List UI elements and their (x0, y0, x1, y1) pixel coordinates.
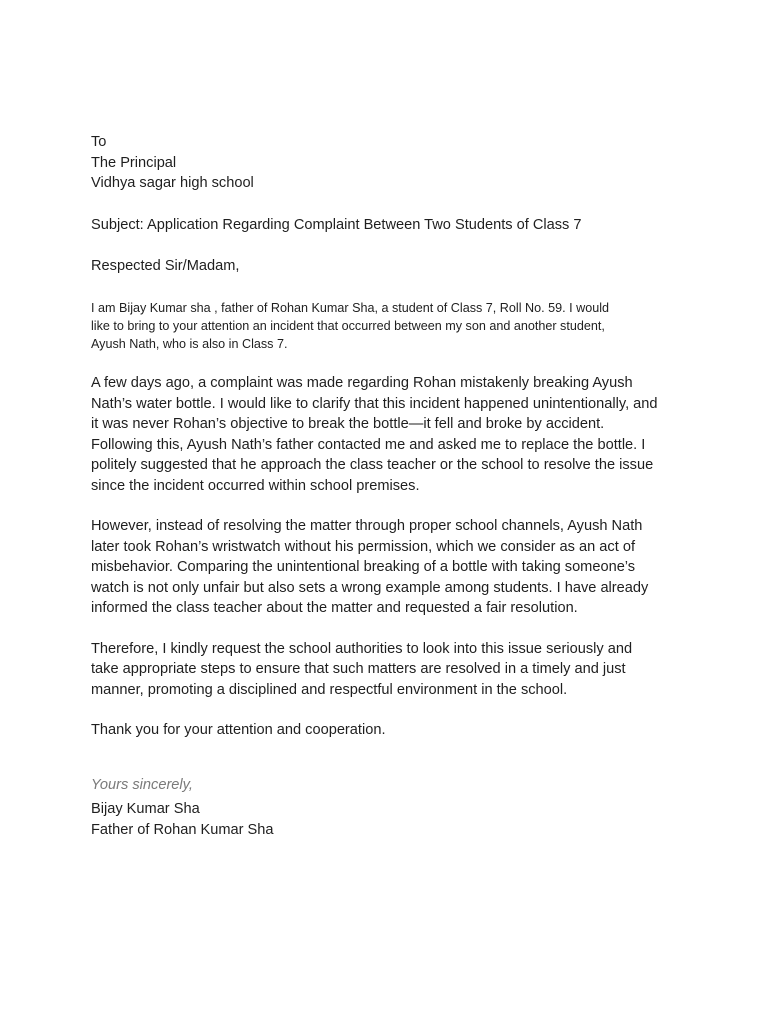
paragraph-line: misbehavior. Comparing the unintentional breaking of a bottle with taking someone’s (91, 559, 636, 576)
recipient-to: To (91, 134, 107, 150)
subject-line: Subject: Application Regarding Complaint Between Two Students of Class 7 (91, 216, 582, 233)
paragraph-line: A few days ago, a complaint was made regarding Rohan mistakenly breaking Ayush (91, 375, 633, 392)
body-paragraph-1 (91, 373, 691, 496)
intro-line: like to bring to your attention an incident that occurred between my son and another student, (91, 318, 605, 333)
intro-line: I am Bijay Kumar sha , father of Rohan Kumar Sha, a student of Class 7, Roll No. 59. I would (91, 300, 609, 315)
closing-line: Yours sincerely, (91, 776, 193, 793)
intro-line: Ayush Nath, who is also in Class 7. (91, 337, 288, 352)
recipient-school: Vidhya sagar high school (91, 175, 254, 191)
signature-block (91, 799, 691, 840)
paragraph-line: informed the class teacher about the matter and requested a fair resolution. (91, 600, 578, 617)
paragraph-line: manner, promoting a disciplined and respectful environment in the school. (91, 681, 568, 698)
paragraph-line: since the incident occurred within school premises. (91, 477, 420, 494)
recipient-title: The Principal (91, 154, 177, 171)
signature-relation: Father of Rohan Kumar Sha (91, 821, 274, 838)
salutation: Respected Sir/Madam, (91, 258, 240, 274)
recipient-block (91, 132, 691, 194)
paragraph-line: take appropriate steps to ensure that such matters are resolved in a timely and just (91, 661, 626, 678)
paragraph-line: watch is not only unfair but also sets a wrong example among students. I have already (91, 579, 649, 596)
letter (91, 132, 691, 840)
paragraph-line: Nath’s water bottle. I would like to clarify that this incident happened unintentionally, and (91, 395, 658, 412)
paragraph-line: later took Rohan’s wristwatch without his permission, which we consider as an act of (91, 538, 636, 555)
paragraph-line: it was never Rohan’s objective to break the bottle—it fell and broke by accident. (91, 416, 605, 433)
thanks-line: Thank you for your attention and cooperation. (91, 722, 386, 739)
paragraph-line: However, instead of resolving the matter through proper school channels, Ayush Nath (91, 518, 643, 535)
paragraph-line: politely suggested that he approach the class teacher or the school to resolve the issue (91, 457, 654, 474)
intro-paragraph (91, 299, 691, 354)
paragraph-line: Following this, Ayush Nath’s father contacted me and asked me to replace the bottle. I (91, 436, 646, 453)
signature-name: Bijay Kumar Sha (91, 801, 200, 818)
body-paragraph-2 (91, 516, 691, 619)
paragraph-line: Therefore, I kindly request the school authorities to look into this issue seriously and (91, 640, 633, 657)
body-paragraph-3 (91, 639, 691, 701)
